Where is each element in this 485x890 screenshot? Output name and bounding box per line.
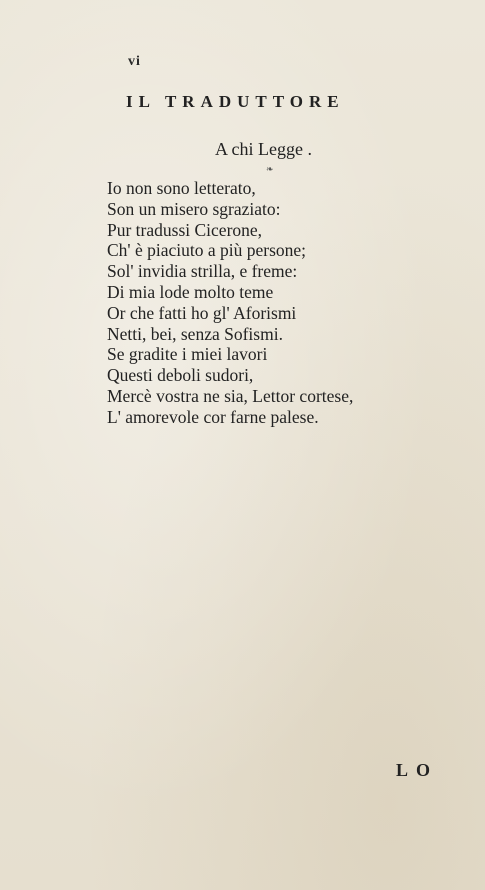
section-heading: A chi Legge . [215, 139, 312, 159]
verse-line: L' amorevole cor farne palese. [107, 406, 319, 427]
running-title: IL TRADUTTORE [126, 92, 345, 111]
ornament-icon: ❧ [266, 165, 274, 175]
catchword: LO [396, 760, 439, 780]
verse-line: Son un misero sgraziato: [107, 198, 281, 219]
verse-line: Netti, bei, senza Sofismi. [107, 323, 283, 344]
verse-line: Di mia lode molto teme [107, 281, 274, 302]
page-number: vi [128, 54, 141, 69]
verse-line: Sol' invidia strilla, e freme: [107, 261, 298, 282]
verse-line: Pur tradussi Cicerone, [107, 219, 263, 240]
verse-block [107, 178, 353, 428]
verse-line: Mercè vostra ne sia, Lettor cortese, [107, 385, 354, 406]
verse-line: Questi deboli sudori, [107, 365, 254, 386]
verse-line: Io non sono letterato, [107, 178, 256, 198]
verse-line: Ch' è piaciuto a più persone; [107, 240, 307, 261]
verse-line: Or che fatti ho gl' Aforismi [107, 302, 297, 323]
verse-line: Se gradite i miei lavori [107, 344, 268, 365]
